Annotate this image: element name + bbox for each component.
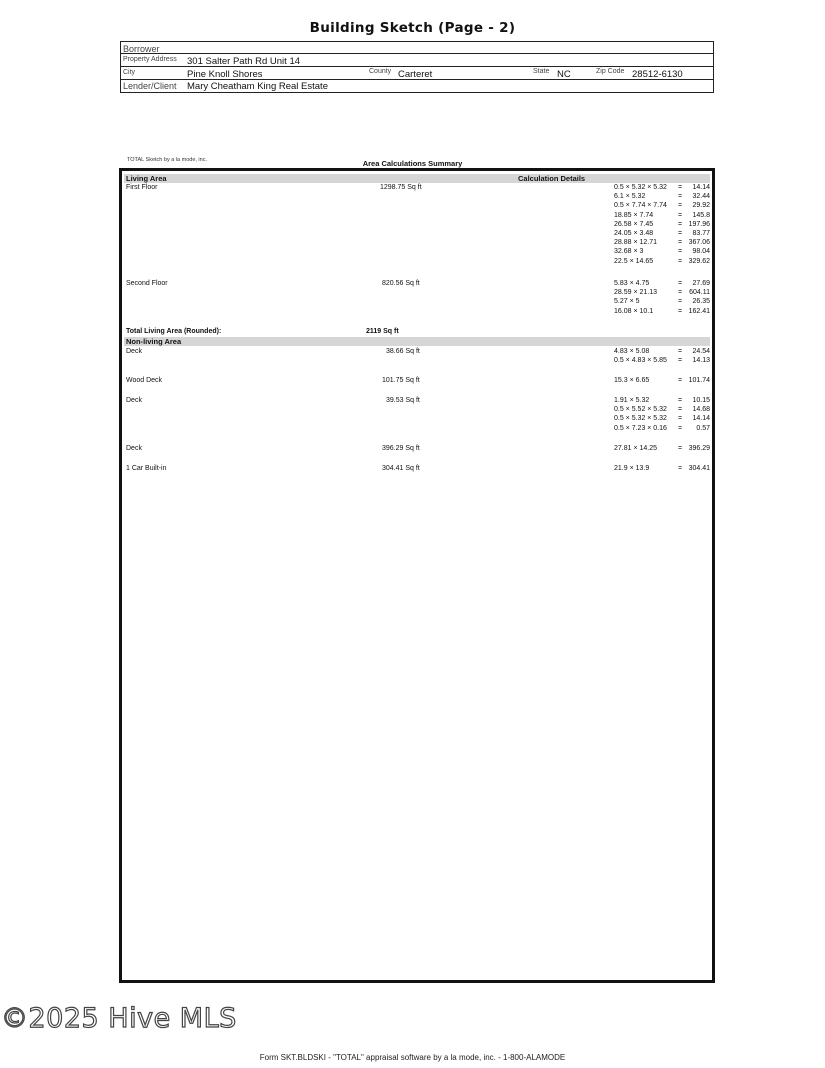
calc-expression: 5.27 × 5 — [614, 298, 640, 306]
calc-expression: 1.91 × 5.32 — [614, 397, 650, 404]
calc-result: 98.04 — [692, 248, 710, 256]
non-living-item-area: 38.66 Sq ft — [386, 348, 420, 355]
calc-result: 197.96 — [688, 220, 710, 228]
calc-details: 5.83 × 4.75 = 27.69 28.59 × 21.13 = 604.11 5.27 × 5 = 26.35 16.08 × 10.1 = 162.41 — [614, 280, 710, 315]
zip-label: Zip Code — [596, 68, 625, 75]
non-living-band — [124, 337, 710, 346]
calc-expression: 0.5 × 7.23 × 0.16 — [614, 424, 667, 432]
calc-expression: 18.85 × 7.74 — [614, 211, 654, 219]
property-header — [120, 41, 714, 93]
calc-expression: 0.5 × 4.83 × 5.85 — [614, 357, 667, 365]
page-title: Building Sketch (Page - 2) — [309, 20, 516, 36]
software-note: TOTAL Sketch by a la mode, inc. — [127, 157, 207, 163]
non-living-item-area: 39.53 Sq ft — [386, 397, 420, 404]
calc-expression: 16.08 × 10.1 — [614, 307, 654, 315]
calc-result: 14.14 — [692, 415, 710, 423]
calc-details: 0.5 × 5.32 × 5.32 = 14.14 6.1 × 5.32 = 32.44 0.5 × 7.74 × 7.74 = 29.92 18.85 × 7.74 = 145.8 26.58 × 7.45 = 197.96 24.05 × 3.48 = 83.77 28.88 × 12.71 = 367.06 32.68 × 3 = 98.04 22.5 × 14.65 = 329.62 — [614, 184, 710, 265]
living-area-band — [124, 174, 710, 183]
calc-result: 162.41 — [688, 307, 710, 315]
non-living-item-name: Wood Deck — [126, 377, 163, 384]
non-living-item-name: 1 Car Built-in — [126, 465, 167, 472]
calc-result: 367.06 — [688, 239, 710, 247]
area-calculations-frame — [119, 168, 715, 983]
county-value: Carteret — [398, 69, 433, 80]
living-item-area: 1298.75 Sq ft — [380, 184, 422, 191]
city-value: Pine Knoll Shores — [187, 69, 263, 80]
calc-details: 1.91 × 5.32 = 10.15 0.5 × 5.52 × 5.32 = 14.68 0.5 × 5.32 × 5.32 = 14.14 0.5 × 7.23 × 0.16 = 0.57 — [614, 397, 710, 432]
total-living-label: Total Living Area (Rounded): — [126, 328, 222, 335]
non-living-header: Non-living Area — [126, 337, 182, 346]
calc-result: 14.68 — [692, 406, 710, 414]
calc-details: 15.3 × 6.65 = 101.74 — [614, 377, 710, 384]
living-item-area: 820.56 Sq ft — [382, 280, 420, 287]
calc-result: 101.74 — [688, 377, 710, 384]
calc-expression: 15.3 × 6.65 — [614, 377, 650, 384]
calc-result: 14.14 — [692, 184, 710, 191]
calc-expression: 0.5 × 5.32 × 5.32 — [614, 415, 667, 423]
living-area-header: Living Area — [126, 174, 167, 183]
calc-expression: 5.83 × 4.75 — [614, 280, 650, 287]
calc-result: 329.62 — [688, 257, 710, 265]
living-item-name: Second Floor — [126, 280, 168, 287]
form-footer: Form SKT.BLDSKI - "TOTAL" appraisal software by a la mode, inc. - 1-800-ALAMODE — [259, 1053, 566, 1062]
non-living-item-name: Deck — [126, 445, 142, 452]
calc-expression: 26.58 × 7.45 — [614, 220, 654, 228]
calc-result: 29.92 — [692, 202, 710, 210]
calc-result: 27.69 — [692, 280, 710, 287]
calc-expression: 0.5 × 5.52 × 5.32 — [614, 406, 667, 414]
calc-result: 83.77 — [692, 229, 710, 237]
calc-expression: 28.88 × 12.71 — [614, 239, 658, 247]
calc-expression: 24.05 × 3.48 — [614, 229, 654, 237]
watermark: ©2025 Hive MLS — [1, 1003, 237, 1034]
calc-result: 14.13 — [692, 357, 710, 365]
non-living-item-area: 304.41 Sq ft — [382, 465, 420, 472]
calc-result: 396.29 — [688, 445, 710, 452]
calc-details: 4.83 × 5.08 = 24.54 0.5 × 4.83 × 5.85 = 14.13 — [614, 348, 710, 365]
calc-details: 21.9 × 13.9 = 304.41 — [614, 465, 710, 472]
calc-expression: 0.5 × 7.74 × 7.74 — [614, 202, 667, 210]
non-living-item-name: Deck — [126, 397, 142, 404]
calc-result: 32.44 — [692, 193, 710, 201]
calc-expression: 27.81 × 14.25 — [614, 445, 658, 452]
calc-expression: 28.59 × 21.13 — [614, 289, 658, 297]
calc-result: 145.8 — [692, 211, 710, 219]
non-living-item-area: 101.75 Sq ft — [382, 377, 420, 384]
calc-expression: 4.83 × 5.08 — [614, 348, 650, 355]
calc-expression: 22.5 × 14.65 — [614, 257, 654, 265]
calc-expression: 0.5 × 5.32 × 5.32 — [614, 184, 667, 191]
non-living-item-area: 396.29 Sq ft — [382, 445, 420, 452]
property-address-value: 301 Salter Path Rd Unit 14 — [187, 56, 301, 67]
city-label: City — [123, 69, 136, 76]
borrower-label: Borrower — [123, 44, 160, 54]
calc-summary-title: Area Calculations Summary — [362, 159, 463, 168]
calc-result: 0.57 — [696, 424, 710, 432]
lender-label: Lender/Client — [123, 81, 177, 91]
county-label: County — [369, 68, 392, 75]
calc-result: 24.54 — [692, 348, 710, 355]
property-address-label: Property Address — [123, 56, 177, 63]
lender-value: Mary Cheatham King Real Estate — [187, 81, 328, 92]
calc-result: 26.35 — [692, 298, 710, 306]
calc-expression: 32.68 × 3 — [614, 248, 644, 256]
calc-result: 604.11 — [689, 289, 710, 297]
calc-details: 27.81 × 14.25 = 396.29 — [614, 445, 710, 452]
zip-value: 28512-6130 — [632, 69, 683, 80]
living-item-name: First Floor — [126, 184, 158, 191]
total-living-value: 2119 Sq ft — [366, 328, 399, 335]
calc-result: 10.15 — [692, 397, 710, 404]
calc-details-header: Calculation Details — [518, 174, 586, 183]
state-label: State — [533, 68, 550, 75]
calc-result: 304.41 — [688, 465, 710, 472]
calc-expression: 6.1 × 5.32 — [614, 193, 646, 201]
calc-expression: 21.9 × 13.9 — [614, 465, 650, 472]
state-value: NC — [557, 69, 571, 80]
non-living-item-name: Deck — [126, 348, 142, 355]
